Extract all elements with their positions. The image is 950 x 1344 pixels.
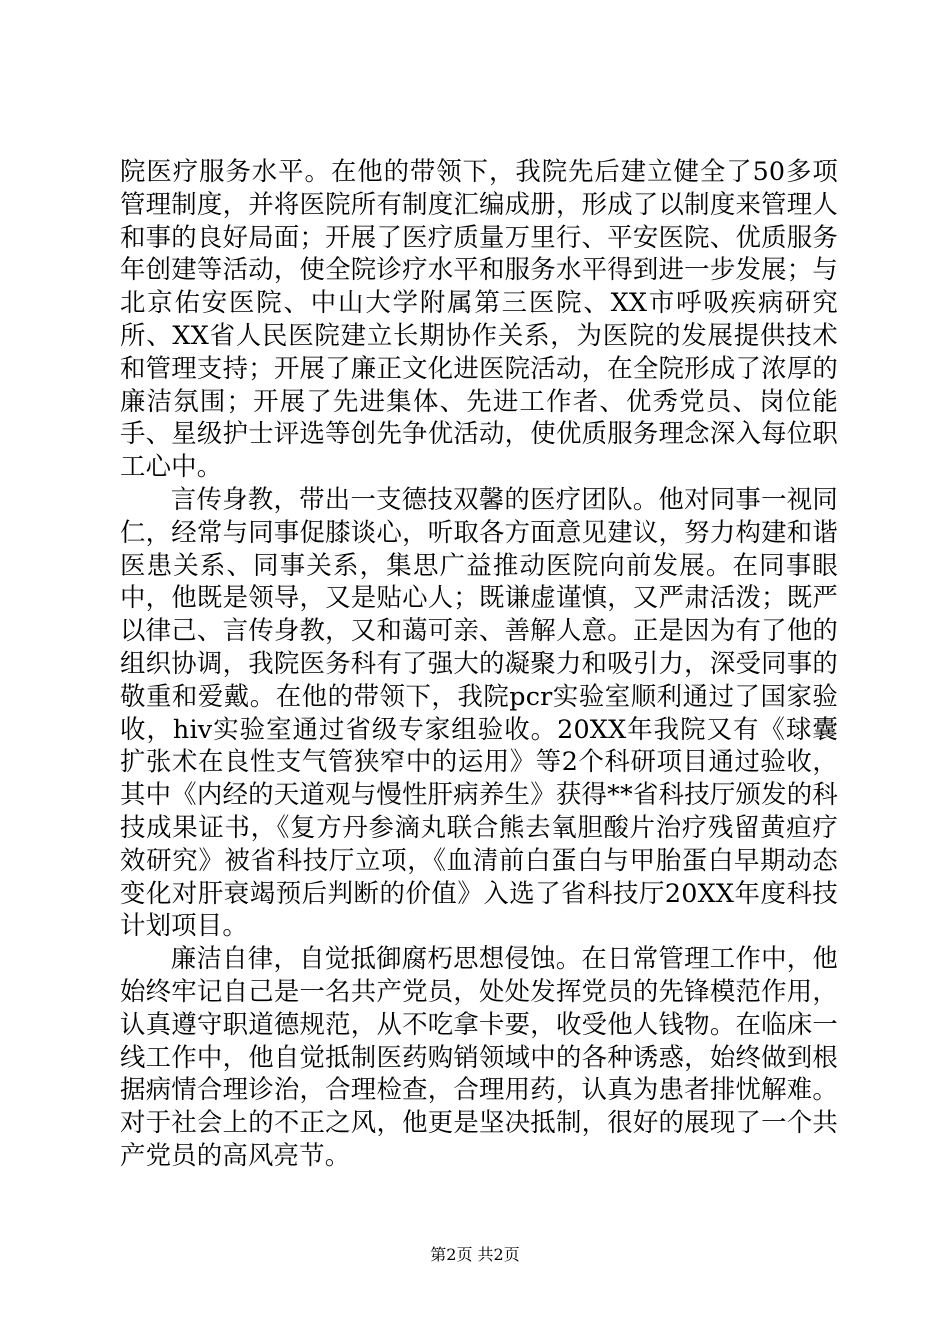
paragraph-continued: 院医疗服务水平。在他的带领下，我院先后建立健全了50多项管理制度，并将医院所有制度汇编成册，形成了以制度来管理人和事的良好局面；开展了医疗质量万里行、平安医院、优质服务年创建等活动，使全院诊疗水平和服务水平得到进一步发展；与北京佑安医院、中山大学附属第三医院、XX市呼吸疾病研究所、XX省人民医院建立长期协作关系，为医院的发展提供技术和管理支持；开展了廉正文化进医院活动，在全院形成了浓厚的廉洁氛围；开展了先进集体、先进工作者、优秀党员、岗位能手、星级护士评选等创先争优活动，使优质服务理念深入每位职工心中。 bbox=[120, 156, 838, 482]
paragraph-integrity: 廉洁自律，自觉抵御腐朽思想侵蚀。在日常管理工作中，他始终牢记自己是一名共产党员，处处发挥党员的先锋模范作用，认真遵守职道德规范，从不吃拿卡要，收受他人钱物。在临床一线工作中，他自觉抵制医药购销领域中的各种诱惑，始终做到根据病情合理诊治，合理检查，合理用药，认真为患者排忧解难。对于社会上的不正之风，他更是坚决抵制，很好的展现了一个共产党员的高风亮节。 bbox=[120, 943, 838, 1170]
page-footer: 第2页 共2页 bbox=[430, 1245, 520, 1264]
document-body bbox=[120, 155, 838, 1172]
paragraph-team: 言传身教，带出一支德技双馨的医疗团队。他对同事一视同仁，经常与同事促膝谈心，听取各方面意见建议，努力构建和谐医患关系、同事关系，集思广益推动医院向前发展。在同事眼中，他既是领导，又是贴心人；既谦虚谨慎，又严肃活泼；既严以律己、言传身教，又和蔼可亲、善解人意。正是因为有了他的组织协调，我院医务科有了强大的凝聚力和吸引力，深受同事的敬重和爱戴。在他的带领下，我院pcr实验室顺利通过了国家验收，hiv实验室通过省级专家组验收。20XX年我院又有《球囊扩张术在良性支气管狭窄中的运用》等2个科研项目通过验收，其中《内经的天道观与慢性肝病养生》获得**省科技厅颁发的科技成果证书，《复方丹参滴丸联合熊去氧胆酸片治疗残留黄疸疗效研究》被省科技厅立项，《血清前白蛋白与甲胎蛋白早期动态变化对肝衰竭预后判断的价值》入选了省科技厅20XX年度科技计划项目。 bbox=[120, 483, 838, 941]
